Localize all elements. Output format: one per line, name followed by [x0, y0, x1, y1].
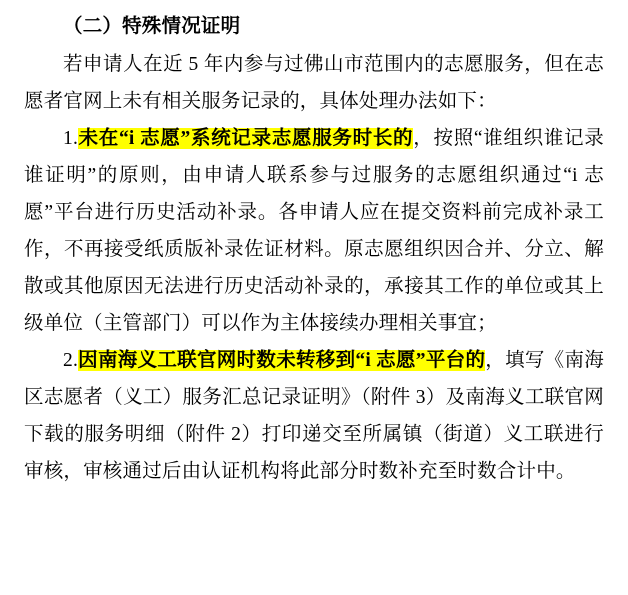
section-heading: （二）特殊情况证明 — [63, 16, 241, 37]
item-2-text: ，填写《南海区志愿者（义工）服务汇总记录证明》（附件 3）及南海义工联官网下载的服务明细（附件 2）打印递交至所属镇（街道）义工联进行审核，审核通过后由认证机构将此部分时数补充至时数合计中。 — [24, 350, 604, 482]
item-1-number: 1. — [63, 128, 79, 149]
item-1-highlight: 未在“i 志愿”系统记录志愿服务时长的 — [78, 128, 414, 149]
item-1-text: ，按照“谁组织谁记录谁证明”的原则，由申请人联系参与过服务的志愿组织通过“i 志愿”平台进行历史活动补录。各申请人应在提交资料前完成补录工作，不再接受纸质版补录佐证材料。原志愿组织因合并、分立、解散或其他原因无法进行历史活动补录的，承接其工作的单位或其上级单位（主管部门）可以作为主体接续办理相关事宜； — [24, 128, 605, 334]
item-2-highlight: 因南海义工联官网时数未转移到“i 志愿”平台的 — [78, 350, 486, 371]
intro-paragraph — [24, 46, 604, 120]
item-2-number: 2. — [63, 350, 79, 371]
item-2-paragraph — [24, 342, 604, 490]
intro-text: 若申请人在近 5 年内参与过佛山市范围内的志愿服务，但在志愿者官网上未有相关服务记录的，具体处理办法如下： — [24, 54, 604, 112]
item-1-paragraph — [24, 120, 604, 342]
